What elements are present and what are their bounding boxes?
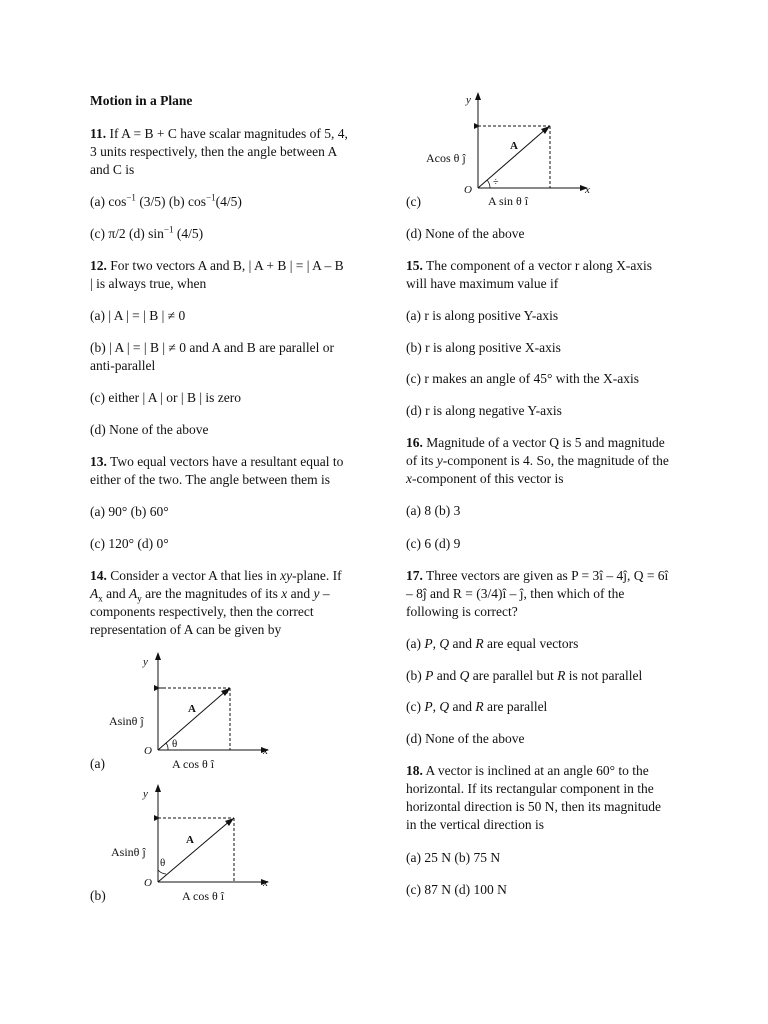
q14-diagram-c	[420, 88, 600, 212]
q14-line-3: components respectively, then the correct	[90, 604, 314, 619]
q17-option-b: (b) P and Q are parallel but R is not parallel	[406, 668, 643, 683]
q17-option-c: (c) P, Q and R are parallel	[406, 699, 548, 714]
q12-line-2: | is always true, when	[90, 276, 207, 291]
q16-line-1: 16. Magnitude of a vector Q is 5 and magnitude	[406, 435, 665, 450]
q14-line-4: representation of A can be given by	[90, 622, 282, 637]
diagram-c-angle-label: ÷	[493, 177, 499, 188]
diagram-b-vertical-component: Asinθ ĵ	[111, 845, 146, 859]
q11-line-1: 11. If A = B + C have scalar magnitudes of 5, 4,	[90, 126, 348, 141]
diagram-c-horizontal-component: A sin θ î	[488, 194, 529, 208]
q15-option-b: (b) r is along positive X-axis	[406, 340, 561, 355]
q11-options-ab: (a) $\cos^{-1} (3/5)$ (b) $\cos^{-1}(4/5)$	[90, 192, 242, 209]
diagram-b-y-label: y	[143, 788, 148, 800]
q17-line-2: – 8ĵ and R = (3/4)î – ĵ, then which of the	[406, 586, 625, 601]
diagram-a-origin-label: O	[144, 745, 152, 757]
q11-line-3: and C is	[90, 162, 135, 177]
diagram-a-y-label: y	[143, 656, 148, 668]
q18-options-ab: (a) 25 N (b) 75 N	[406, 850, 501, 865]
q14-option-a-label: (a)	[90, 756, 105, 771]
q17-option-a: (a) P, Q and R are equal vectors	[406, 636, 579, 651]
q18-options-cd: (c) 87 N (d) 100 N	[406, 882, 507, 897]
q12-option-b-line-1: (b) | A | = | B | ≠ 0 and A and B are parallel or	[90, 340, 335, 355]
diagram-a-vector-label: A	[188, 703, 196, 715]
q16-options-cd: (c) 6 (d) 9	[406, 536, 461, 551]
diagram-a-angle-label: θ	[172, 738, 178, 750]
q18-line-4: in the vertical direction is	[406, 817, 544, 832]
q13-line-2: either of the two. The angle between them is	[90, 472, 331, 487]
diagram-c-origin-label: O	[464, 184, 472, 196]
q16-line-3: x-component of this vector is	[406, 471, 564, 486]
q14-line-2: $A_x$ and $A_y$ are the magnitudes of its x and y –	[90, 586, 330, 604]
q11-options-cd: (c) π/2 (d) $\sin^{-1} (4/5)$	[90, 224, 204, 241]
q13-options-ab: (a) 90° (b) 60°	[90, 504, 169, 519]
q14-option-b-label: (b)	[90, 888, 106, 903]
q16-line-2: of its y-component is 4. So, the magnitude of the	[406, 453, 669, 468]
q14-line-1: 14. Consider a vector A that lies in xy-plane. If	[90, 568, 342, 583]
q12-option-c: (c) either | A | or | B | is zero	[90, 390, 242, 405]
q15-option-c: (c) r makes an angle of 45° with the X-axis	[406, 371, 639, 386]
q13-line-1: 13. Two equal vectors have a resultant equal to	[90, 454, 344, 469]
diagram-c-x-label: x	[585, 184, 590, 196]
q18-line-2: horizontal. If its rectangular component in the	[406, 781, 654, 796]
q17-option-d: (d) None of the above	[406, 731, 525, 746]
q12-option-d: (d) None of the above	[90, 422, 209, 437]
diagram-a-horizontal-component: A cos θ î	[172, 757, 215, 771]
diagram-a-vertical-component: Asinθ ĵ	[109, 714, 144, 728]
q12-option-a: (a) | A | = | B | ≠ 0	[90, 308, 186, 323]
q15-line-1: 15. The component of a vector r along X-axis	[406, 258, 653, 273]
q17-line-3: following is correct?	[406, 604, 518, 619]
q13-options-cd: (c) 120° (d) 0°	[90, 536, 169, 551]
q14-diagram-a	[100, 650, 290, 775]
q15-option-d: (d) r is along negative Y-axis	[406, 403, 562, 418]
q14-option-c-label: (c)	[406, 194, 421, 209]
q18-line-3: horizontal direction is 50 N, then its magnitude	[406, 799, 661, 814]
q12-option-b-line-2: anti-parallel	[90, 358, 156, 373]
q14-diagram-b	[100, 782, 290, 907]
diagram-b-x-label: x	[263, 877, 268, 889]
diagram-a-x-label: x	[263, 745, 268, 757]
diagram-b-vector-label: A	[186, 834, 194, 846]
q12-line-1: 12. For two vectors A and B, | A + B | = | A – B	[90, 258, 344, 273]
page-title: Motion in a Plane	[90, 93, 193, 108]
q11-line-2: 3 units respectively, then the angle between A	[90, 144, 338, 159]
q14-option-d: (d) None of the above	[406, 226, 525, 241]
diagram-c-vector-label: A	[510, 140, 518, 152]
q16-options-ab: (a) 8 (b) 3	[406, 503, 461, 518]
diagram-c-vertical-component: Acos θ ĵ	[426, 151, 466, 165]
diagram-b-origin-label: O	[144, 877, 152, 889]
q15-line-2: will have maximum value if	[406, 276, 559, 291]
q18-line-1: 18. A vector is inclined at an angle 60° to the	[406, 763, 649, 778]
diagram-b-horizontal-component: A cos θ î	[182, 889, 225, 903]
diagram-b-angle-label: θ	[160, 857, 166, 869]
q15-option-a: (a) r is along positive Y-axis	[406, 308, 559, 323]
diagram-c-y-label: y	[466, 94, 471, 106]
q17-line-1: 17. Three vectors are given as P = 3î – 4ĵ, Q = 6î	[406, 568, 669, 583]
